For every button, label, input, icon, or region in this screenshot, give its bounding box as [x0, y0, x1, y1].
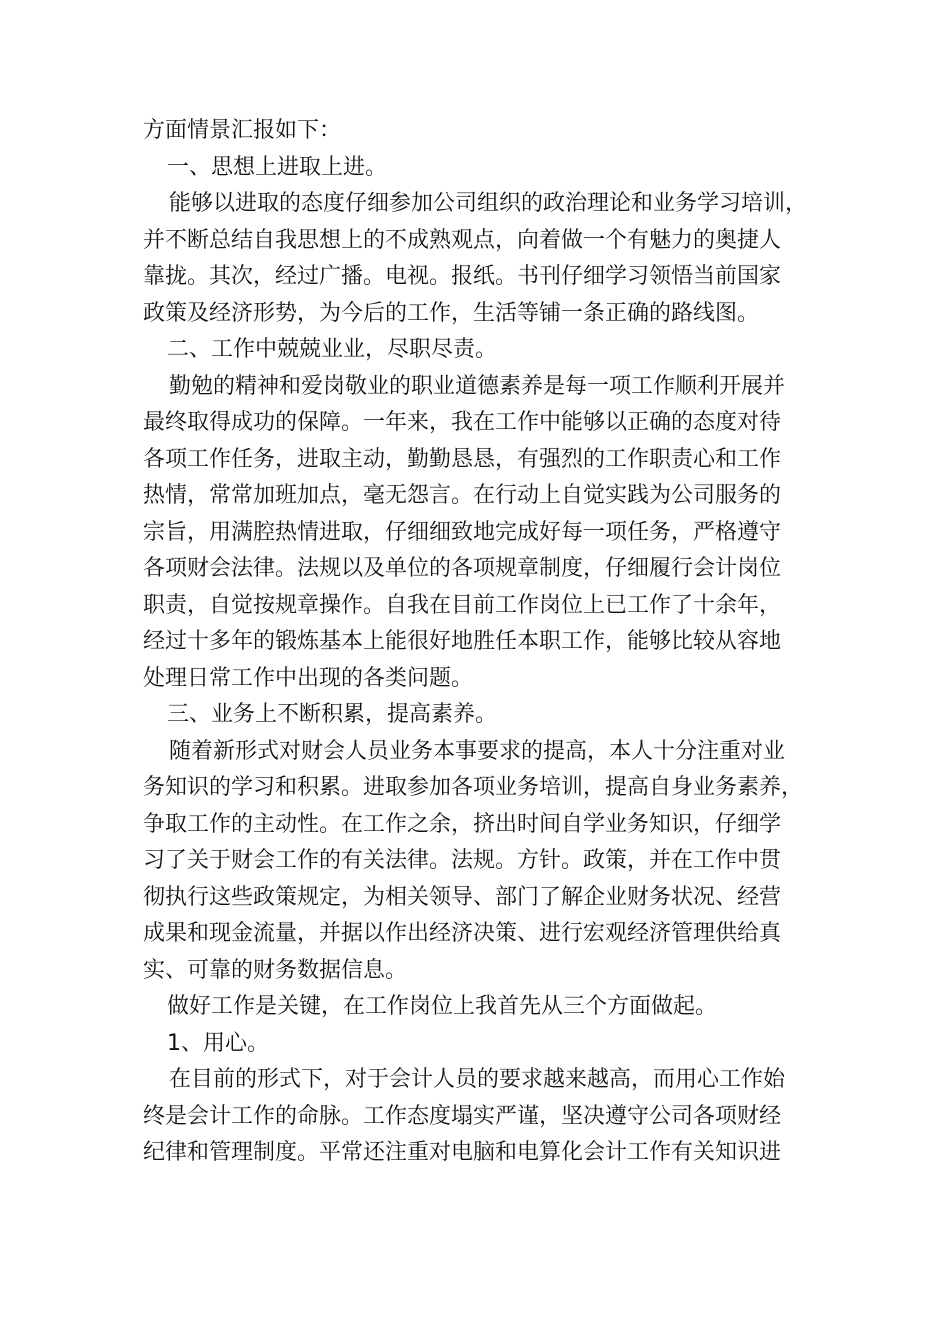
- text-line: 并不断总结自我思想上的不成熟观点，向着做一个有魅力的奥捷人: [143, 227, 782, 253]
- text-line: 热情，常常加班加点，毫无怨言。在行动上自觉实践为公司服务的: [143, 483, 782, 508]
- text-line: 各项工作任务，进取主动，勤勤恳恳，有强烈的工作职责心和工作: [143, 446, 782, 472]
- text-line: 勤勉的精神和爱岗敬业的职业道德素养是每一项工作顺利开展并: [169, 373, 786, 399]
- text-line: 三、业务上不断积累，提高素养。: [167, 702, 498, 727]
- text-line: 在目前的形式下，对于会计人员的要求越来越高，而用心工作始: [169, 1067, 786, 1092]
- text-line: 1、用心。: [167, 1030, 269, 1056]
- text-line: 靠拢。其次，经过广播。电视。报纸。书刊仔细学习领悟当前国家: [143, 264, 782, 289]
- text-line: 做好工作是关键，在工作岗位上我首先从三个方面做起。: [167, 994, 718, 1019]
- text-line: 政策及经济形势，为今后的工作，生活等铺一条正确的路线图。: [143, 300, 760, 326]
- text-line: 经过十多年的锻炼基本上能很好地胜任本职工作，能够比较从容地: [143, 629, 782, 654]
- text-line: 争取工作的主动性。在工作之余，挤出时间自学业务知识，仔细学: [143, 811, 782, 837]
- text-line: 实、可靠的财务数据信息。: [143, 957, 408, 983]
- text-line: 成果和现金流量，并据以作出经济决策、进行宏观经济管理供给真: [143, 921, 782, 946]
- text-line: 务知识的学习和积累。进取参加各项业务培训，提高自身业务素养，: [143, 775, 804, 800]
- text-line: 一、思想上进取上进。: [167, 154, 388, 180]
- text-line: 最终取得成功的保障。一年来，我在工作中能够以正确的态度对待: [143, 410, 782, 435]
- text-line: 纪律和管理制度。平常还注重对电脑和电算化会计工作有关知识进: [143, 1140, 782, 1165]
- text-line: 职责，自觉按规章操作。自我在目前工作岗位上已工作了十余年，: [143, 592, 782, 618]
- text-line: 彻执行这些政策规定，为相关领导、部门了解企业财务状况、经营: [143, 884, 782, 910]
- text-line: 宗旨，用满腔热情进取，仔细细致地完成好每一项任务，严格遵守: [143, 519, 782, 545]
- text-line: 能够以进取的态度仔细参加公司组织的政治理论和业务学习培训，: [169, 191, 808, 216]
- text-line: 二、工作中兢兢业业，尽职尽责。: [167, 337, 498, 362]
- text-line: 各项财会法律。法规以及单位的各项规章制度，仔细履行会计岗位: [143, 556, 782, 581]
- text-line: 终是会计工作的命脉。工作态度塌实严谨，坚决遵守公司各项财经: [143, 1103, 782, 1129]
- text-line: 随着新形式对财会人员业务本事要求的提高，本人十分注重对业: [169, 738, 786, 764]
- text-line: 习了关于财会工作的有关法律。法规。方针。政策，并在工作中贯: [143, 848, 782, 873]
- text-line: 方面情景汇报如下：: [143, 118, 342, 143]
- text-line: 处理日常工作中出现的各类问题。: [143, 665, 474, 691]
